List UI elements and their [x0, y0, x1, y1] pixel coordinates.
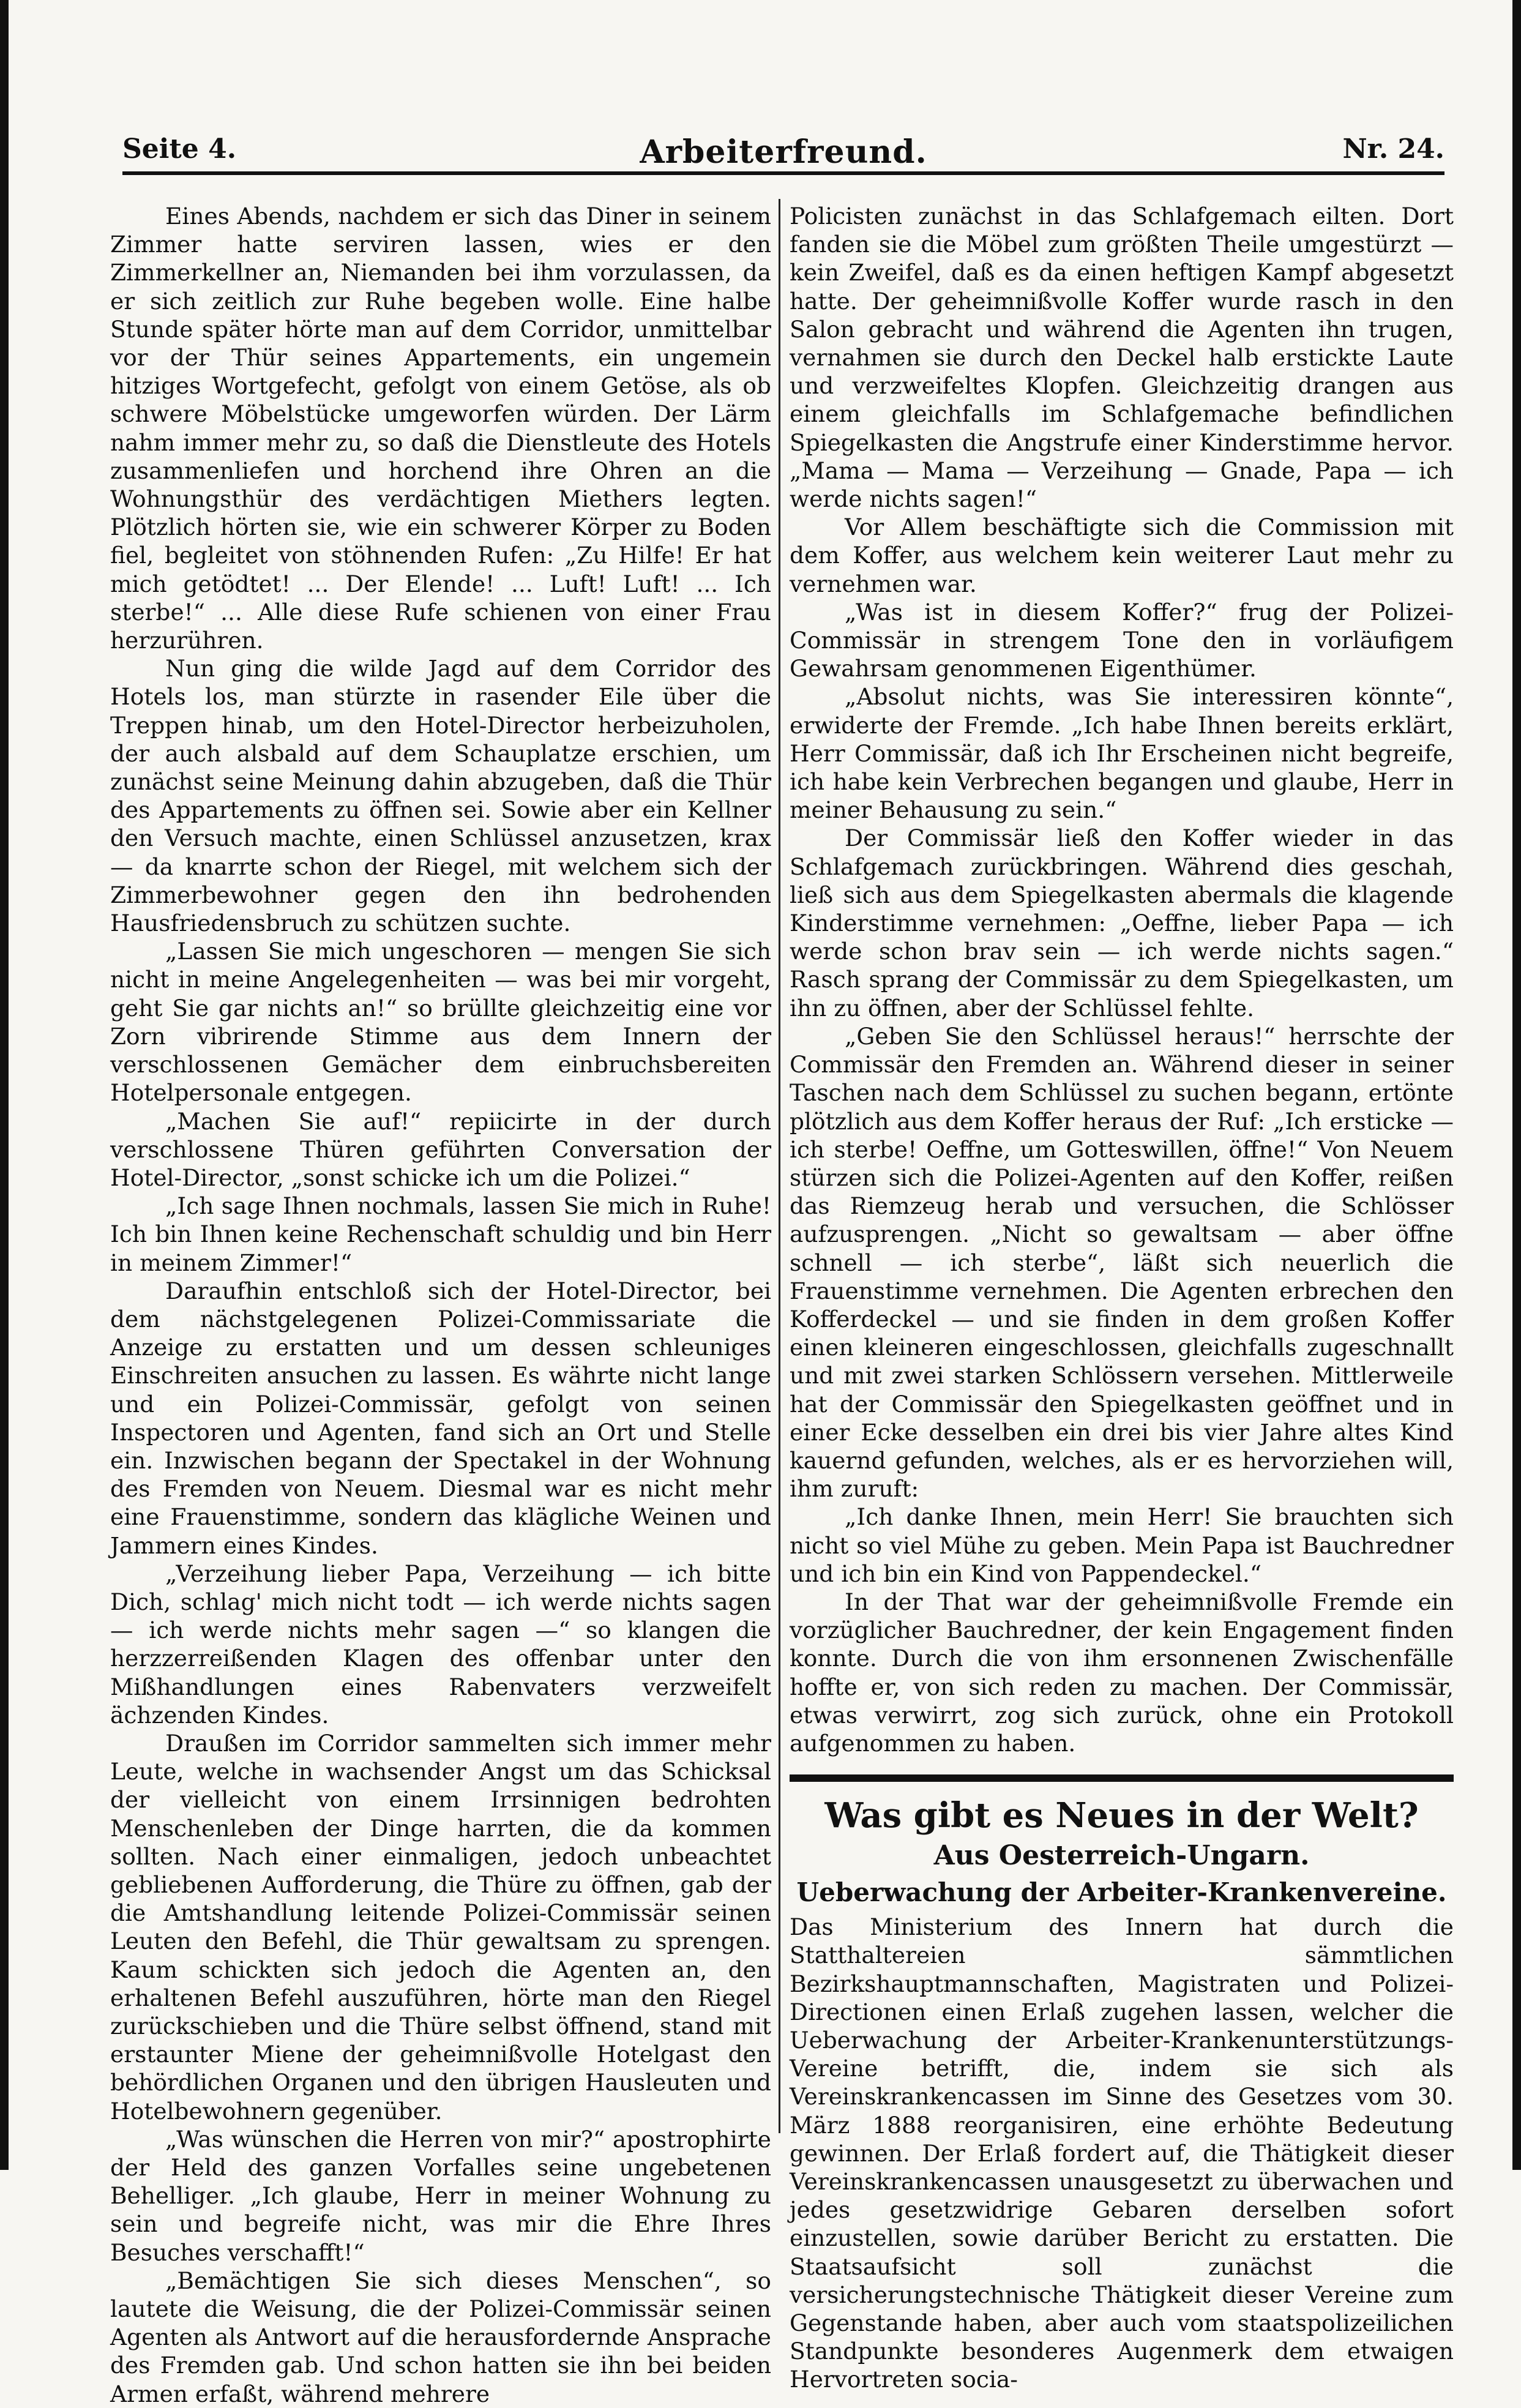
paragraph: Draußen im Corridor sammelten sich immer mehr Leute, welche in wachsender Angst um das Schicksal der vielleicht von einem Irrsinnigen bedrohten Menschenleben der Dinge harrten, die da kommen sollten. Nach einer einmaligen, jedoch unbeachtet gebliebenen Aufforderung, die Thüre zu öffnen, gab der die Amtshandlung leitende Polizei-Commissär seinen Leuten den Befehl, die Thür gewaltsam zu sprengen. Kaum schickten sich jedoch die Agenten an, den erhaltenen Befehl auszuführen, hörte man den Riegel zurückschieben und die Thüre selbst öffnend, stand mit erstaunter Miene der geheimnißvolle Hotelgast den behördlichen Organen und den übrigen Hausleuten und Hotelbewohnern gegenüber. [110, 1729, 771, 2125]
paragraph: „Ich sage Ihnen nochmals, lassen Sie mich in Ruhe! Ich bin Ihnen keine Rechenschaft schuldig und bin Herr in meinem Zimmer!“ [110, 1192, 771, 1276]
section-title: Was gibt es Neues in der Welt? [824, 1795, 1419, 1836]
paragraph: Das Ministerium des Innern hat durch die Statthaltereien sämmtlichen Bezirkshauptmannschaften, Magistraten und Polizei-Directionen einen Erlaß zugehen lassen, welcher die Ueberwachung der Arbeiter-Krankenunterstützungs-Vereine betrifft, die, indem sie sich als Vereinskrankencassen im Sinne des Gesetzes vom 30. März 1888 reorganisiren, eine erhöhte Bedeutung gewinnen. Der Erlaß fordert auf, die Thätigkeit dieser Vereinskrankencassen unausgesetzt zu überwachen und jedes gesetzwidrige Gebaren derselben sofort einzustellen, sowie darüber Bericht zu erstatten. Die Staatsaufsicht soll zunächst die versicherungstechnische Thätigkeit dieser Vereine zum Gegenstande haben, aber auch vom staatspolizeilichen Standpunkte besonderes Augenmerk dem etwaigen Hervortreten socia- [790, 1913, 1454, 2393]
paragraph: „Verzeihung lieber Papa, Verzeihung — ich bitte Dich, schlag' mich nicht todt — ich werde nichts sagen — ich werde nichts mehr sagen —“ so klangen die herzzerreißenden Klagen des offenbar unter den Mißhandlungen eines Rabenvaters verzweifelt ächzenden Kindes. [110, 1560, 771, 1729]
header-rule [122, 171, 1444, 175]
paragraph: Daraufhin entschloß sich der Hotel-Director, bei dem nächstgelegenen Polizei-Commissariate die Anzeige zu erstatten und um dessen schleuniges Einschreiten ansuchen zu lassen. Es währte nicht lange und ein Polizei-Commissär, gefolgt von seinen Inspectoren und Agenten, fand sich an Ort und Stelle ein. Inzwischen begann der Spectakel in der Wohnung des Fremden von Neuem. Diesmal war es nicht mehr eine Frauenstimme, sondern das klägliche Weinen und Jammern eines Kindes. [110, 1277, 771, 1559]
paragraph: Nun ging die wilde Jagd auf dem Corridor des Hotels los, man stürzte in rasender Eile über die Treppen hinab, um den Hotel-Director herbeizuholen, der auch alsbald auf dem Schauplatze erschien, um zunächst seine Meinung dahin abzugeben, daß die Thür des Appartements zu öffnen sei. Sowie aber ein Kellner den Versuch machte, einen Schlüssel anzusetzen, krax — da knarrte schon der Riegel, mit welchem sich der Zimmerbewohner gegen den ihn bedrohenden Hausfriedensbruch zu schützen suchte. [110, 655, 771, 937]
right-column [790, 202, 1454, 2394]
paragraph: „Bemächtigen Sie sich dieses Menschen“, so lautete die Weisung, die der Polizei-Commissär seinen Agenten als Antwort auf die herausfordernde Ansprache des Fremden gab. Und schon hatten sie ihn bei beiden Armen erfaßt, während mehrere [110, 2267, 771, 2407]
page-number: Seite 4. [122, 133, 237, 165]
newspaper-title: Arbeiterfreund. [640, 133, 927, 171]
left-column [110, 202, 771, 2408]
issue-number: Nr. 24. [1342, 133, 1444, 165]
paragraph: „Geben Sie den Schlüssel heraus!“ herrschte der Commissär den Fremden an. Während dieser in seiner Taschen nach dem Schlüssel zu suchen begann, ertönte plötzlich aus dem Koffer heraus der Ruf: „Ich ersticke — ich sterbe! Oeffne, um Gotteswillen, öffne!“ Von Neuem stürzen sich die Polizei-Agenten auf den Koffer, reißen das Riemzeug herab und versuchen, die Schlösser aufzusprengen. „Nicht so gewaltsam — aber öffne schnell — ich sterbe“, läßt sich neuerlich die Frauenstimme vernehmen. Die Agenten erbrechen den Kofferdeckel — und sie finden in dem großen Koffer einen kleineren eingeschlossen, gleichfalls zugeschnallt und mit zwei starken Schlössern versehen. Mittlerweile hat der Commissär den Spiegelkasten geöffnet und in einer Ecke desselben ein drei bis vier Jahre altes Kind kauernd gefunden, welches, als er es hervorziehen will, ihm zuruft: [790, 1022, 1454, 1503]
paragraph: „Was ist in diesem Koffer?“ frug der Polizei-Commissär in strengem Tone den in vorläufigem Gewahrsam genommenen Eigenthümer. [790, 598, 1454, 682]
section-rule [790, 1774, 1454, 1782]
page-header [122, 133, 1444, 176]
paragraph: In der That war der geheimnißvolle Fremde ein vorzüglicher Bauchredner, der kein Engagement finden konnte. Durch die von ihm ersonnenen Zwischenfälle hoffte er, von sich reden zu machen. Der Commissär, etwas verwirrt, zog sich zurück, ohne ein Protokoll aufgenommen zu haben. [790, 1588, 1454, 1757]
article-heading: Ueberwachung der Arbeiter-Krankenvereine. [796, 1877, 1447, 1908]
section-subtitle: Aus Oesterreich-Ungarn. [933, 1840, 1310, 1872]
paragraph: „Lassen Sie mich ungeschoren — mengen Sie sich nicht in meine Angelegenheiten — was bei mir vorgeht, geht Sie gar nichts an!“ so brüllte gleichzeitig eine vor Zorn vibrirende Stimme aus dem Innern der verschlossenen Gemächer dem einbruchsbereiten Hotelpersonale entgegen. [110, 938, 771, 1107]
paragraph: „Absolut nichts, was Sie interessiren könnte“, erwiderte der Fremde. „Ich habe Ihnen bereits erklärt, Herr Commissär, daß ich Ihr Erscheinen nicht begreife, ich habe kein Verbrechen begangen und glaube, Herr in meiner Behausung zu sein.“ [790, 683, 1454, 824]
column-divider [779, 199, 780, 2133]
paragraph: Eines Abends, nachdem er sich das Diner in seinem Zimmer hatte serviren lassen, wies er den Zimmerkellner an, Niemanden bei ihm vorzulassen, da er sich zeitlich zur Ruhe begeben wolle. Eine halbe Stunde später hörte man auf dem Corridor, unmittelbar vor der Thür seines Appartements, ein ungemein hitziges Wortgefecht, gefolgt von einem Getöse, als ob schwere Möbelstücke umgeworfen würden. Der Lärm nahm immer mehr zu, so daß die Dienstleute des Hotels zusammenliefen und horchend ihre Ohren an die Wohnungsthür des verdächtigen Miethers legten. Plötzlich hörten sie, wie ein schwerer Körper zu Boden fiel, begleitet von stöhnenden Rufen: „Zu Hilfe! Er hat mich getödtet! ... Der Elende! ... Luft! Luft! ... Ich sterbe!“ ... Alle diese Rufe schienen von einer Frau herzurühren. [110, 203, 771, 654]
paragraph: „Machen Sie auf!“ repiicirte in der durch verschlossene Thüren geführten Conversation der Hotel-Director, „sonst schicke ich um die Polizei.“ [110, 1107, 771, 1191]
paragraph: „Ich danke Ihnen, mein Herr! Sie brauchten sich nicht so viel Mühe zu geben. Mein Papa ist Bauchredner und ich bin ein Kind von Pappendeckel.“ [790, 1503, 1454, 1587]
paragraph: Der Commissär ließ den Koffer wieder in das Schlafgemach zurückbringen. Während dies geschah, ließ sich aus dem Spiegelkasten abermals die klagende Kinderstimme vernehmen: „Oeffne, lieber Papa — ich werde schon brav sein — ich werde nichts sagen.“ Rasch sprang der Commissär zu dem Spiegelkasten, um ihn zu öffnen, aber der Schlüssel fehlte. [790, 824, 1454, 1022]
paragraph: Policisten zunächst in das Schlafgemach eilten. Dort fanden sie die Möbel zum größten Theile umgestürzt — kein Zweifel, daß es da einen heftigen Kampf abgesetzt hatte. Der geheimnißvolle Koffer wurde rasch in den Salon gebracht und während die Agenten ihn trugen, vernahmen sie durch den Deckel halb erstickte Laute und verzweifeltes Klopfen. Gleichzeitig drangen aus einem gleichfalls im Schlafgemache befindlichen Spiegelkasten die Angstrufe einer Kinderstimme hervor. „Mama — Mama — Verzeihung — Gnade, Papa — ich werde nichts sagen!“ [790, 203, 1454, 513]
paragraph: Vor Allem beschäftigte sich die Commission mit dem Koffer, aus welchem kein weiterer Laut mehr zu vernehmen war. [790, 514, 1454, 597]
paragraph: „Was wünschen die Herren von mir?“ apostrophirte der Held des ganzen Vorfalles seine ungebetenen Behelliger. „Ich glaube, Herr in meiner Wohnung zu sein und begreife nicht, was mir die Ehre Ihres Besuches verschafft!“ [110, 2125, 771, 2266]
